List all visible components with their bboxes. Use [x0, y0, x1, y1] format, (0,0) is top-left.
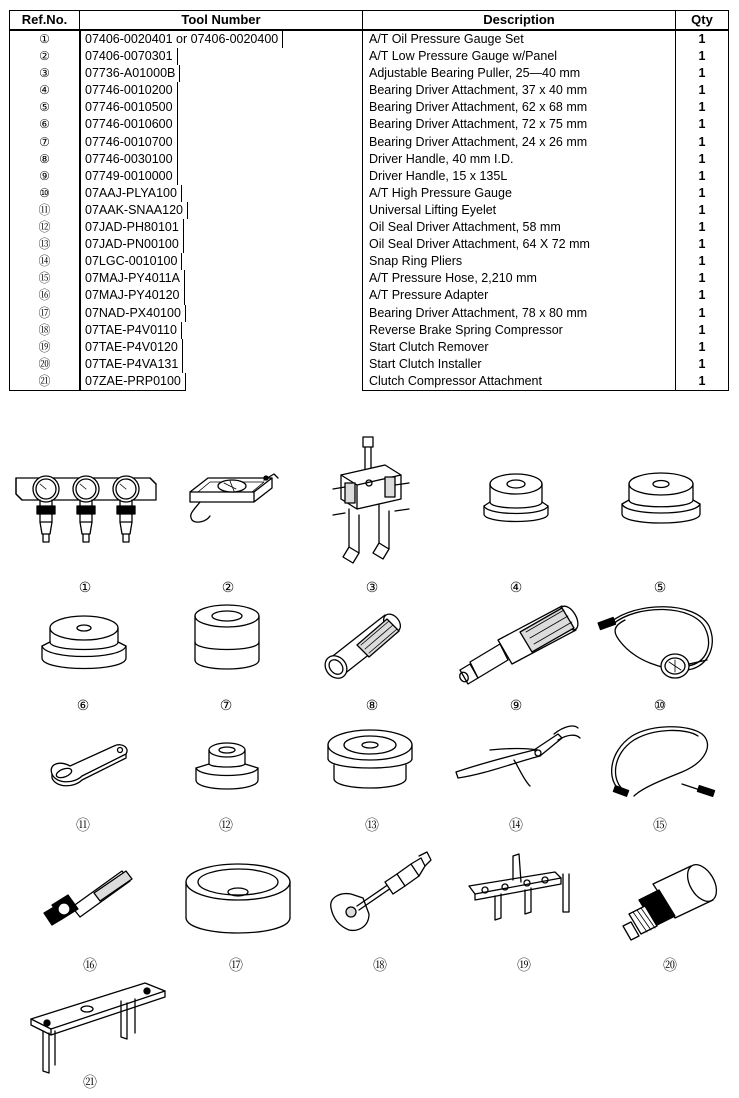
label-11: ⑪	[76, 818, 90, 834]
description-cell: Start Clutch Installer	[363, 356, 676, 373]
table-row	[10, 185, 729, 202]
description-cell: Bearing Driver Attachment, 78 x 80 mm	[363, 305, 676, 322]
description-cell: A/T High Pressure Gauge	[363, 185, 676, 202]
table-row	[10, 82, 729, 99]
tool-number-cell: 07TAE-P4VA131	[80, 356, 183, 373]
label-16: ⑯	[83, 958, 97, 974]
driver-attachment-24-icon	[187, 602, 267, 680]
description-cell: Oil Seal Driver Attachment, 58 mm	[363, 219, 676, 236]
ref-no-cell: ⑥	[10, 116, 80, 133]
ref-no-cell: ⑦	[10, 134, 80, 151]
table-row	[10, 99, 729, 116]
ref-no-cell: ⑯	[10, 287, 80, 304]
clutch-remover-icon	[465, 852, 585, 942]
header-ref-no: Ref.No.	[10, 11, 80, 31]
tool-number-cell: 07406-0020401 or 07406-0020400	[80, 31, 283, 48]
qty-cell: 1	[676, 65, 729, 82]
table-row	[10, 373, 729, 391]
table-row	[10, 30, 729, 48]
lifting-eyelet-icon	[44, 740, 134, 790]
table-row	[10, 322, 729, 339]
description-cell: A/T Pressure Hose, 2,210 mm	[363, 270, 676, 287]
table-row	[10, 202, 729, 219]
bearing-puller-icon	[325, 435, 415, 570]
tool-number-cell: 07AAK-SNAA120	[80, 202, 188, 219]
qty-cell: 1	[676, 270, 729, 287]
description-cell: Clutch Compressor Attachment	[363, 373, 676, 391]
qty-cell: 1	[676, 202, 729, 219]
table-row	[10, 236, 729, 253]
label-1: ①	[78, 580, 92, 596]
tool-number-cell: 07JAD-PH80101	[80, 219, 184, 236]
description-cell: Driver Handle, 40 mm I.D.	[363, 151, 676, 168]
description-cell: Bearing Driver Attachment, 62 x 68 mm	[363, 99, 676, 116]
label-21: ㉑	[83, 1075, 97, 1091]
description-cell: Reverse Brake Spring Compressor	[363, 322, 676, 339]
qty-cell: 1	[676, 99, 729, 116]
pressure-gauge-set-icon	[10, 470, 160, 550]
driver-attachment-62-icon	[618, 468, 704, 532]
qty-cell: 1	[676, 373, 729, 391]
driver-handle-40-icon	[315, 605, 415, 685]
ref-no-cell: ⑰	[10, 305, 80, 322]
qty-cell: 1	[676, 305, 729, 322]
tool-number-cell: 07746-0010700	[80, 134, 178, 151]
ref-no-cell: ⑮	[10, 270, 80, 287]
driver-attachment-72-icon	[38, 612, 130, 676]
description-cell: A/T Oil Pressure Gauge Set	[363, 30, 676, 48]
qty-cell: 1	[676, 287, 729, 304]
label-5: ⑤	[653, 580, 667, 596]
driver-attachment-37-icon	[480, 470, 552, 530]
qty-cell: 1	[676, 82, 729, 99]
description-cell: Driver Handle, 15 x 135L	[363, 168, 676, 185]
description-cell: Snap Ring Pliers	[363, 253, 676, 270]
ref-no-cell: ⑫	[10, 219, 80, 236]
qty-cell: 1	[676, 168, 729, 185]
qty-cell: 1	[676, 339, 729, 356]
low-pressure-gauge-panel-icon	[180, 470, 280, 540]
label-8: ⑧	[365, 698, 379, 714]
ref-no-cell: ⑬	[10, 236, 80, 253]
ref-no-cell: ⑩	[10, 185, 80, 202]
table-row	[10, 116, 729, 133]
oil-seal-driver-58-icon	[190, 738, 264, 796]
table-row	[10, 151, 729, 168]
label-17: ⑰	[229, 958, 243, 974]
spring-compressor-icon	[325, 848, 435, 948]
description-cell: Adjustable Bearing Puller, 25—40 mm	[363, 65, 676, 82]
description-cell: A/T Pressure Adapter	[363, 287, 676, 304]
tool-number-cell: 07746-0010500	[80, 99, 178, 116]
ref-no-cell: ㉑	[10, 373, 80, 391]
description-cell: Bearing Driver Attachment, 37 x 40 mm	[363, 82, 676, 99]
table-row	[10, 219, 729, 236]
tool-number-cell: 07NAD-PX40100	[80, 305, 186, 322]
label-19: ⑲	[517, 958, 531, 974]
table-row	[10, 270, 729, 287]
label-15: ⑮	[653, 818, 667, 834]
label-7: ⑦	[219, 698, 233, 714]
pressure-hose-icon	[602, 722, 720, 802]
table-row	[10, 65, 729, 82]
label-12: ⑫	[219, 818, 233, 834]
table-row	[10, 356, 729, 373]
qty-cell: 1	[676, 151, 729, 168]
table-row	[10, 305, 729, 322]
table-row	[10, 253, 729, 270]
driver-attachment-78-icon	[180, 858, 296, 944]
tool-number-cell: 07736-A01000B	[80, 65, 180, 82]
label-9: ⑨	[509, 698, 523, 714]
tool-number-cell: 07LGC-0010100	[80, 253, 182, 270]
compressor-attachment-icon	[25, 975, 175, 1075]
ref-no-cell: ④	[10, 82, 80, 99]
tool-number-cell: 07746-0010600	[80, 116, 178, 133]
driver-handle-135-icon	[450, 600, 585, 690]
tool-number-cell: 07ZAE-PRP0100	[80, 373, 186, 391]
label-4: ④	[509, 580, 523, 596]
ref-no-cell: ⑳	[10, 356, 80, 373]
ref-no-cell: ⑪	[10, 202, 80, 219]
header-description: Description	[363, 11, 676, 31]
qty-cell: 1	[676, 30, 729, 48]
high-pressure-gauge-hose-icon	[595, 600, 720, 690]
tool-number-cell: 07MAJ-PY40120	[80, 287, 185, 304]
ref-no-cell: ①	[10, 30, 80, 48]
table-row	[10, 339, 729, 356]
label-2: ②	[221, 580, 235, 596]
table-row	[10, 287, 729, 304]
ref-no-cell: ③	[10, 65, 80, 82]
tool-number-cell: 07749-0010000	[80, 168, 178, 185]
ref-no-cell: ⑱	[10, 322, 80, 339]
ref-no-cell: ②	[10, 48, 80, 65]
label-10: ⑩	[653, 698, 667, 714]
clutch-installer-icon	[615, 860, 720, 945]
tool-number-cell: 07406-0070301	[80, 48, 178, 65]
description-cell: Universal Lifting Eyelet	[363, 202, 676, 219]
header-tool-number: Tool Number	[80, 11, 363, 31]
snap-ring-pliers-icon	[450, 720, 590, 790]
description-cell: A/T Low Pressure Gauge w/Panel	[363, 48, 676, 65]
qty-cell: 1	[676, 219, 729, 236]
qty-cell: 1	[676, 116, 729, 133]
tool-number-cell: 07AAJ-PLYA100	[80, 185, 182, 202]
label-14: ⑭	[509, 818, 523, 834]
tool-number-cell: 07746-0010200	[80, 82, 178, 99]
tool-number-cell: 07746-0030100	[80, 151, 178, 168]
ref-no-cell: ⑭	[10, 253, 80, 270]
oil-seal-driver-64-icon	[320, 725, 420, 800]
qty-cell: 1	[676, 322, 729, 339]
description-cell: Start Clutch Remover	[363, 339, 676, 356]
label-18: ⑱	[373, 958, 387, 974]
qty-cell: 1	[676, 356, 729, 373]
description-cell: Bearing Driver Attachment, 24 x 26 mm	[363, 134, 676, 151]
label-3: ③	[365, 580, 379, 596]
qty-cell: 1	[676, 185, 729, 202]
label-6: ⑥	[76, 698, 90, 714]
ref-no-cell: ⑲	[10, 339, 80, 356]
tool-number-cell: 07TAE-P4V0120	[80, 339, 183, 356]
label-20: ⑳	[663, 958, 677, 974]
header-qty: Qty	[676, 11, 729, 31]
ref-no-cell: ⑤	[10, 99, 80, 116]
table-row	[10, 168, 729, 185]
table-row	[10, 134, 729, 151]
description-cell: Oil Seal Driver Attachment, 64 X 72 mm	[363, 236, 676, 253]
table-row	[10, 48, 729, 65]
tool-number-cell: 07JAD-PN00100	[80, 236, 184, 253]
ref-no-cell: ⑨	[10, 168, 80, 185]
qty-cell: 1	[676, 134, 729, 151]
qty-cell: 1	[676, 48, 729, 65]
pressure-adapter-icon	[38, 865, 138, 935]
tool-number-cell: 07MAJ-PY4011A	[80, 270, 185, 287]
qty-cell: 1	[676, 236, 729, 253]
tool-number-cell: 07TAE-P4V0110	[80, 322, 182, 339]
special-tools-table	[9, 10, 729, 391]
ref-no-cell: ⑧	[10, 151, 80, 168]
description-cell: Bearing Driver Attachment, 72 x 75 mm	[363, 116, 676, 133]
qty-cell: 1	[676, 253, 729, 270]
label-13: ⑬	[365, 818, 379, 834]
table-header-row	[10, 11, 729, 31]
